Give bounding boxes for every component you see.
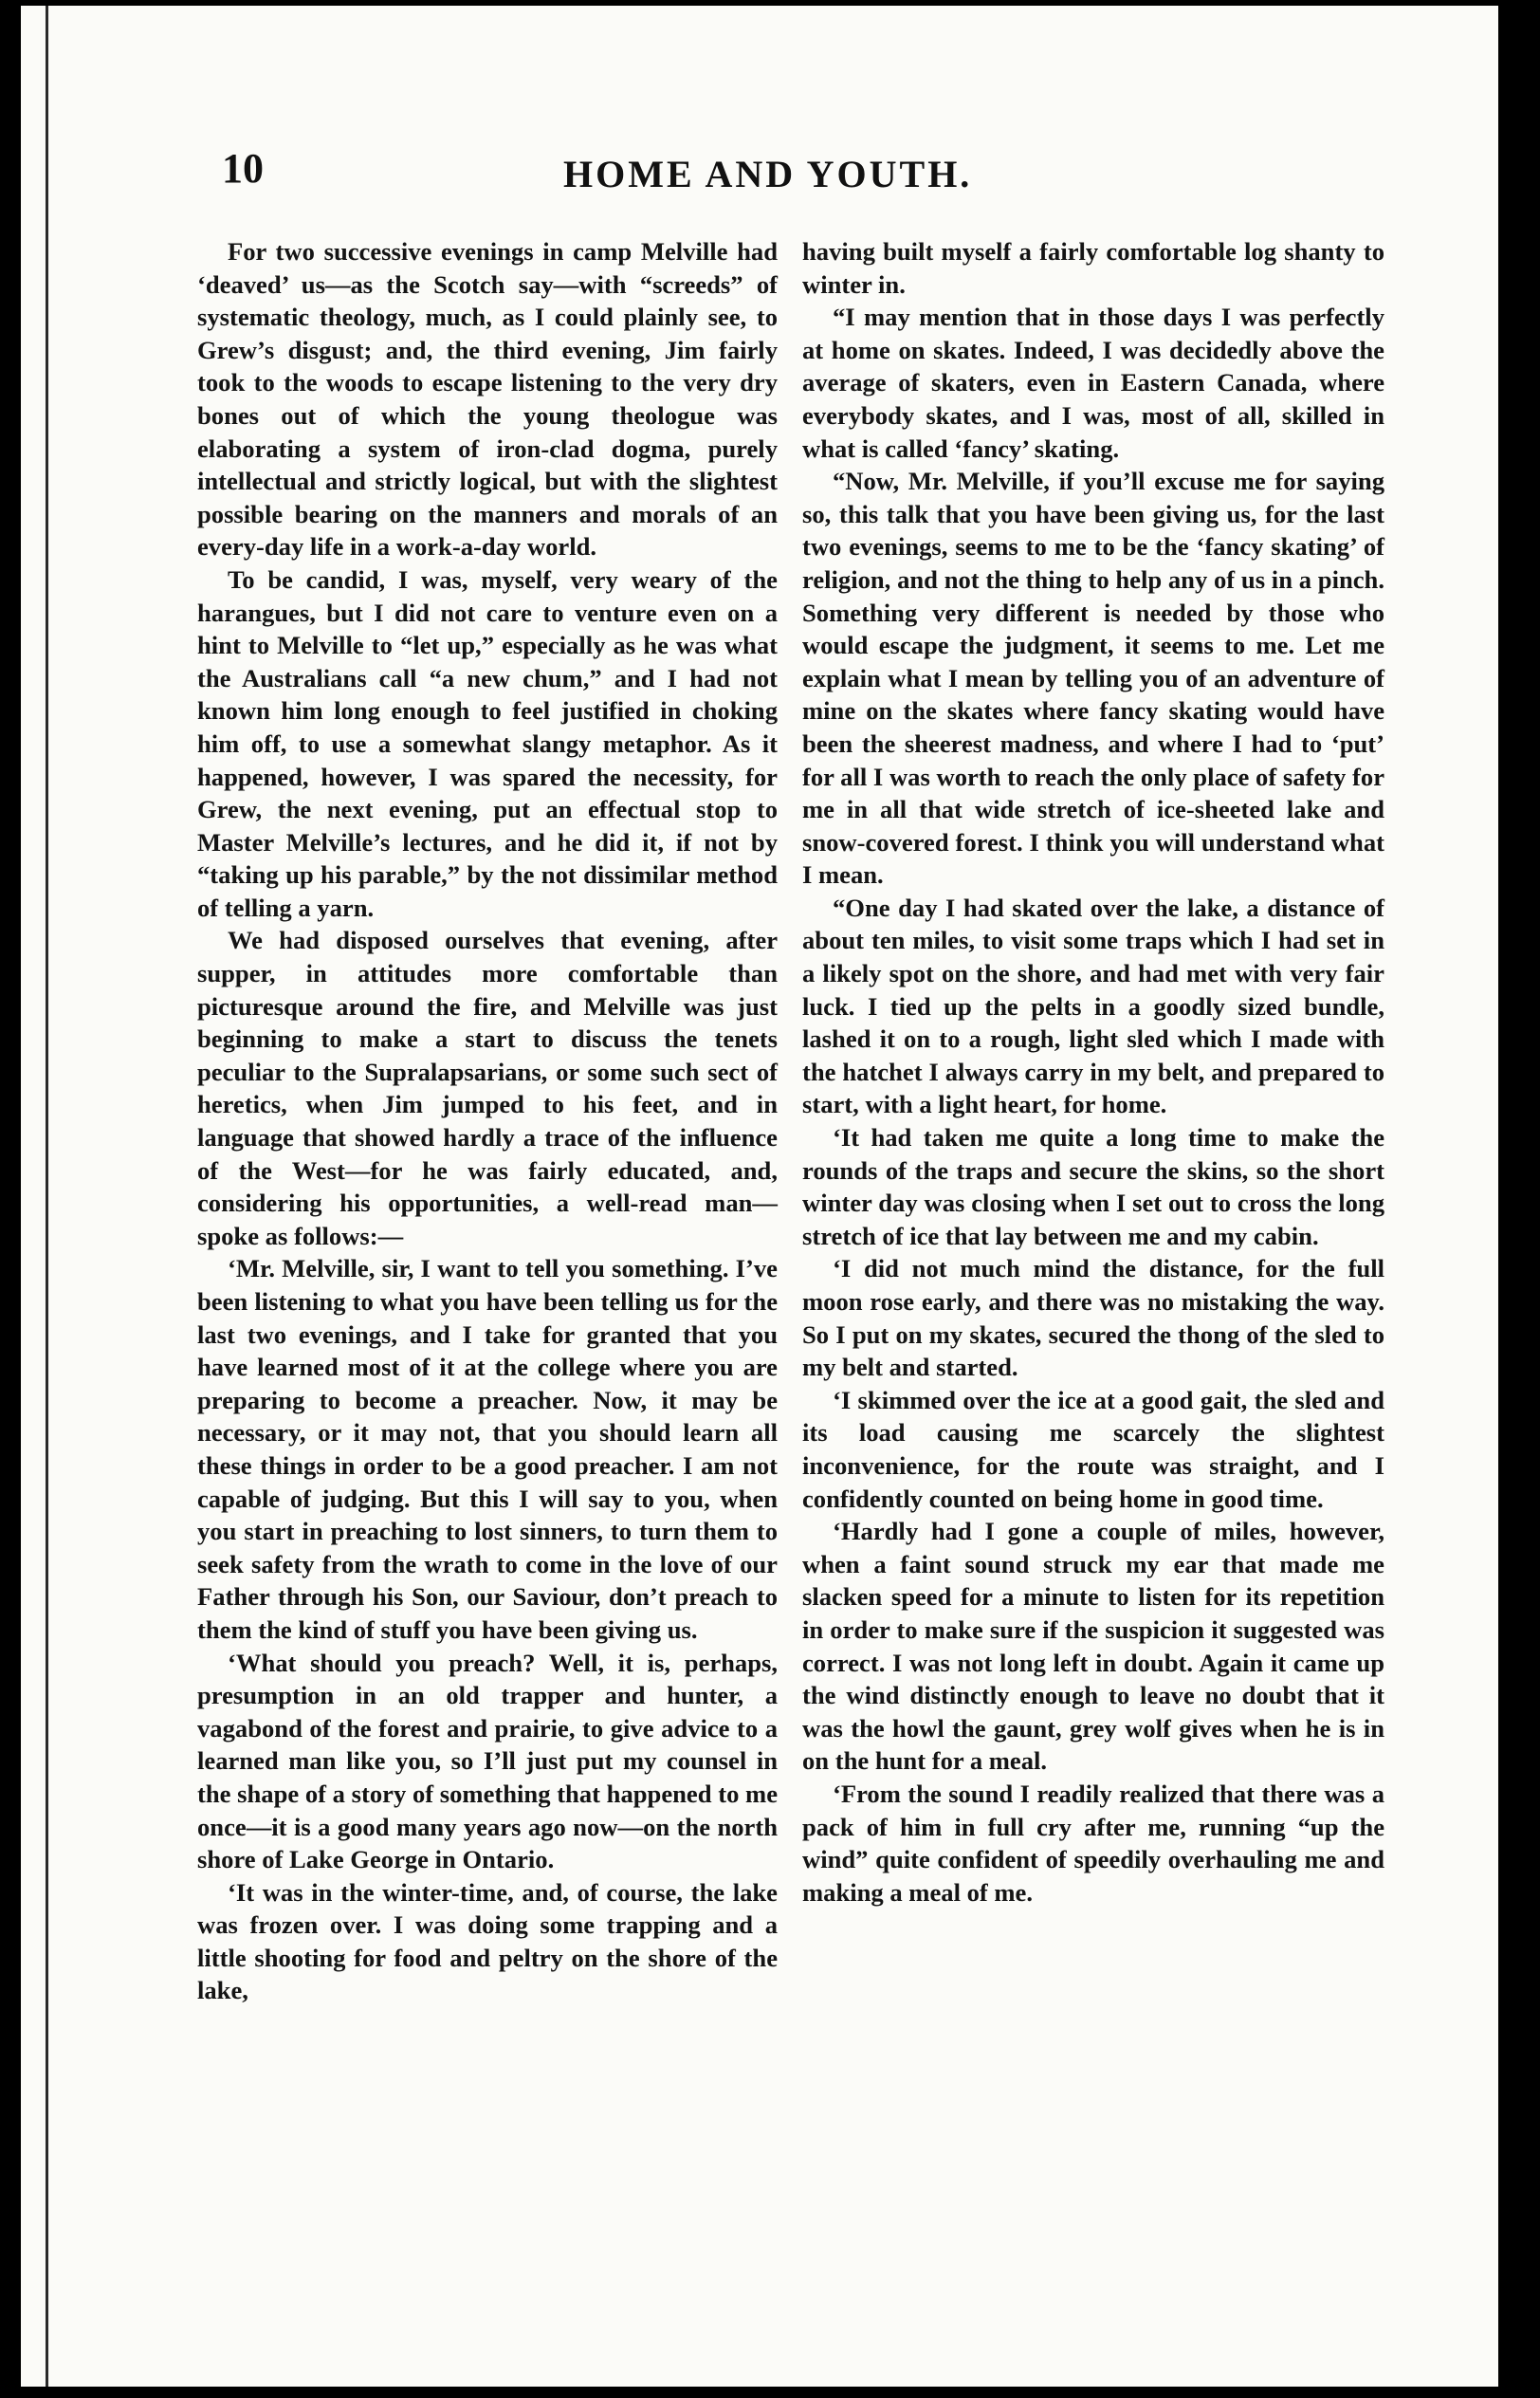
paragraph: ‘From the sound I readily realized that there was a pack of him in full cry after me, running “up the wind” quite confident of speedily overhauling me and making a meal of me.: [802, 1779, 1384, 1907]
paragraph: ‘It had taken me quite a long time to make the rounds of the traps and secure the skins, so the short winter day was closing when I set out to cross the long stretch of ice that lay between me and my cabin.: [802, 1123, 1384, 1250]
page-edge-rule: [46, 6, 48, 2387]
paragraph: For two successive evenings in camp Melville had ‘deaved’ us—as the Scotch say—with “screeds” of systematic theology, much, as I could plainly see, to Grew’s disgust; and, the third evening, Jim fairly took to the woods to escape listening to the very dry bones out of which the young theologue was elaborating a system of iron-clad dogma, purely intellectual and strictly logical, but with the slightest possible bearing on the manners and morals of an every-day life in a work-a-day world.: [197, 237, 778, 562]
paragraph-continued: having built myself a fairly comfortable log shanty to winter in.: [802, 237, 1384, 299]
paragraph: ‘I skimmed over the ice at a good gait, the sled and its load causing me scarcely the slightest inconvenience, for the route was straight, and I confidently counted on being home in good time.: [802, 1385, 1384, 1513]
paragraph: “Now, Mr. Melville, if you’ll excuse me for saying so, this talk that you have been giving us, for the last two evenings, seems to me to be the ‘fancy skating’ of religion, and not the thing to help any of us in a pinch. Something very different is needed by those who would escape the judgment, it seems to me. Let me explain what I mean by telling you of an adventure of mine on the skates where fancy skating would have been the sheerest madness, and where I had to ‘put’ for all I was worth to reach the only place of safety for me in all that wide stretch of ice-sheeted lake and snow-covered forest. I think you will understand what I mean.: [802, 467, 1384, 890]
running-head-title: HOME AND YOUTH.: [563, 153, 973, 195]
paragraph: We had disposed ourselves that evening, after supper, in attitudes more comfortable than picturesque around the fire, and Melville was just beginning to make a start to discuss the tenets peculiar to the Supralapsarians, or some such sect of heretics, when Jim jumped to his feet, and in language that showed hardly a trace of the influence of the West—for he was fairly educated, and, considering his opportunities, a well-read man—spoke as follows:—: [197, 926, 778, 1250]
left-column: [197, 235, 778, 2007]
paragraph: “One day I had skated over the lake, a distance of about ten miles, to visit some traps which I had set in a likely spot on the shore, and had met with very fair luck. I tied up the pelts in a goodly sized bundle, lashed it on to a rough, light sled which I made with the hatchet I always carry in my belt, and prepared to start, with a light heart, for home.: [802, 893, 1384, 1119]
page: [21, 6, 1498, 2387]
paragraph: ‘It was in the winter-time, and, of course, the lake was frozen over. I was doing some trapping and a little shooting for food and peltry on the shore of the lake,: [197, 1877, 778, 2005]
paragraph: “I may mention that in those days I was perfectly at home on skates. Indeed, I was decidedly above the average of skaters, even in Eastern Canada, where everybody skates, and I was, most of all, skilled in what is called ‘fancy’ skating.: [802, 303, 1384, 463]
paragraph: ‘I did not much mind the distance, for the full moon rose early, and there was no mistaking the way. So I put on my skates, secured the thong of the sled to my belt and started.: [802, 1254, 1384, 1382]
right-column: [802, 235, 1384, 1909]
paragraph: ‘Hardly had I gone a couple of miles, however, when a faint sound struck my ear that made me slacken speed for a minute to listen for its repetition in order to make sure if the suspicion it suggested was correct. I was not long left in doubt. Again it came up the wind distinctly enough to leave no doubt that it was the howl the gaunt, grey wolf gives when he is in on the hunt for a meal.: [802, 1517, 1384, 1776]
paragraph: ‘Mr. Melville, sir, I want to tell you something. I’ve been listening to what you have been telling us for the last two evenings, and I take for granted that you have learned most of it at the college where you are preparing to become a preacher. Now, it may be necessary, or it may not, that you should learn all these things in order to be a good preacher. I am not capable of judging. But this I will say to you, when you start in preaching to lost sinners, to turn them to seek safety from the wrath to come in the love of our Father through his Son, our Saviour, don’t preach to them the kind of stuff you have been giving us.: [197, 1254, 778, 1644]
paragraph: ‘What should you preach? Well, it is, perhaps, presumption in an old trapper and hunter, a vagabond of the forest and prairie, to give advice to a learned man like you, so I’ll just put my counsel in the shape of a story of something that happened to me once—it is a good many years ago now—on the north shore of Lake George in Ontario.: [197, 1648, 778, 1874]
paragraph: To be candid, I was, myself, very weary of the harangues, but I did not care to venture even on a hint to Melville to “let up,” especially as he was what the Australians call “a new chum,” and I had not known him long enough to feel justified in choking him off, to use a somewhat slangy metaphor. As it happened, however, I was spared the necessity, for Grew, the next evening, put an effectual stop to Master Melville’s lectures, and he did it, if not by “taking up his parable,” by the not dissimilar method of telling a yarn.: [197, 564, 778, 922]
page-number: 10: [222, 145, 264, 192]
